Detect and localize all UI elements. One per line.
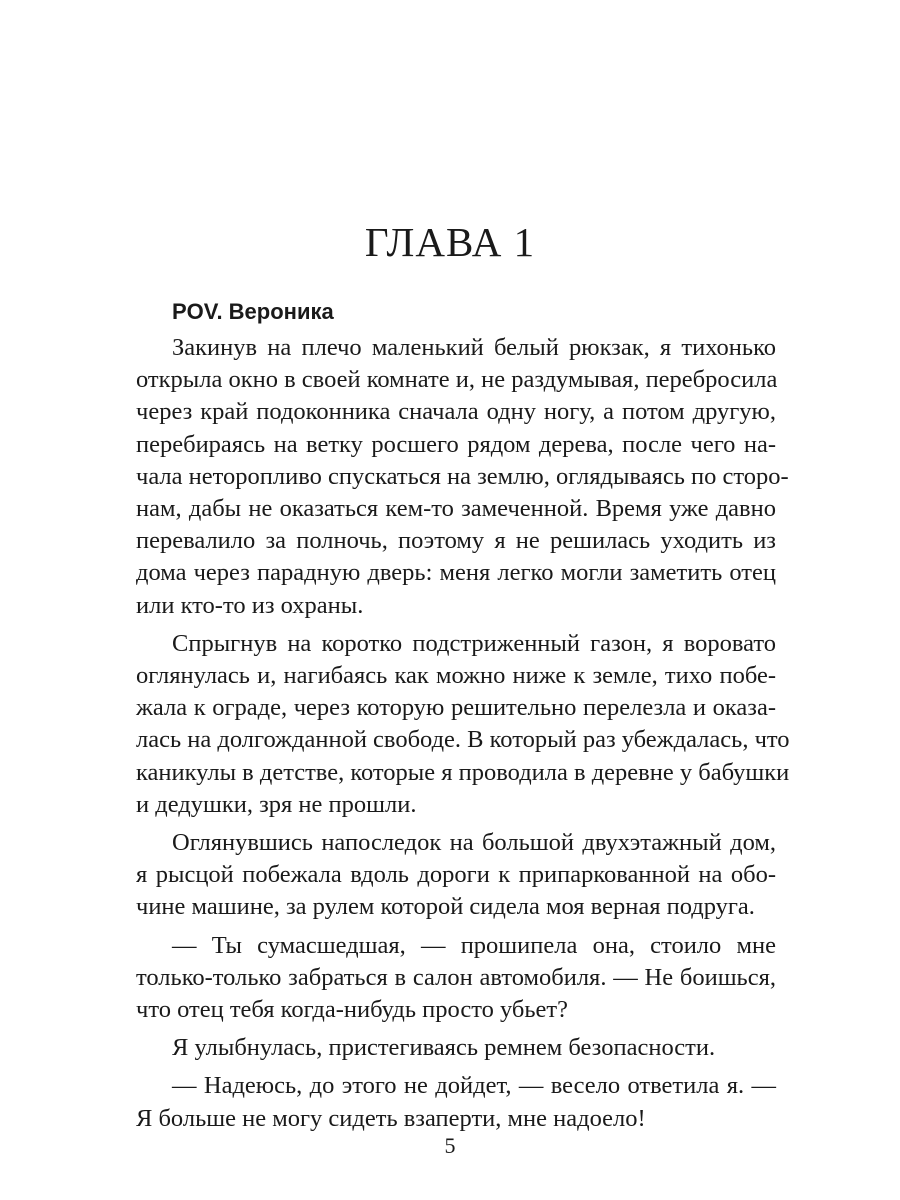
page-number: 5 — [444, 1133, 456, 1158]
paragraph — [136, 827, 776, 924]
text-line: открыла окно в своей комнате и, не раздумывая, перебросила — [136, 366, 778, 394]
text-line: перебираясь на ветку росшего рядом дерева, после чего на- — [136, 430, 776, 458]
paragraph — [136, 930, 776, 1027]
text-line: я рысцой побежала вдоль дороги к припаркованной на обо- — [136, 861, 776, 889]
text-line: Спрыгнув на коротко подстриженный газон, я воровато — [172, 629, 776, 657]
text-line: что отец тебя когда-нибудь просто убьет? — [136, 996, 568, 1024]
text-line: Я улыбнулась, пристегиваясь ремнем безопасности. — [172, 1034, 716, 1062]
text-line: только-только забраться в салон автомобиля. — Не боишься, — [136, 963, 776, 991]
text-line: оглянулась и, нагибаясь как можно ниже к земле, тихо побе- — [136, 662, 776, 690]
paragraph — [136, 628, 790, 821]
text-line: Закинув на плечо маленький белый рюкзак, я тихонько — [172, 334, 776, 361]
text-line: лась на долгожданной свободе. В который раз убеждалась, что — [136, 726, 790, 754]
pov-heading: POV. Вероника — [172, 299, 334, 324]
text-line: жала к ограде, через которую решительно перелезла и оказа- — [136, 694, 776, 722]
chapter-body — [136, 296, 790, 1141]
text-line: через край подоконника сначала одну ногу, а потом другую, — [136, 398, 776, 426]
text-line: нам, дабы не оказаться кем-то замеченной. Время уже давно — [136, 495, 776, 523]
paragraph — [136, 1070, 776, 1134]
text-line: Я больше не могу сидеть взаперти, мне надоело! — [136, 1104, 646, 1132]
text-line: — Ты сумасшедшая, — прошипела она, стоило мне — [172, 931, 776, 959]
paragraph — [136, 332, 789, 622]
text-line: каникулы в детстве, которые я проводила в деревне у бабушки — [136, 758, 790, 786]
text-line: чала неторопливо спускаться на землю, оглядываясь по сторо- — [136, 462, 789, 490]
text-line: Оглянувшись напоследок на большой двухэтажный дом, — [172, 829, 776, 857]
paragraph — [136, 1032, 776, 1064]
text-line: перевалило за полночь, поэтому я не решилась уходить из — [136, 527, 776, 555]
text-line: дома через парадную дверь: меня легко могли заметить отец — [136, 559, 776, 587]
text-line: или кто-то из охраны. — [136, 591, 364, 619]
text-line: и дедушки, зря не прошли. — [136, 790, 417, 818]
text-line: чине машине, за рулем которой сидела моя верная подруга. — [136, 893, 755, 921]
text-line: — Надеюсь, до этого не дойдет, — весело ответила я. — — [172, 1072, 776, 1100]
chapter-title: ГЛАВА 1 — [364, 219, 536, 265]
